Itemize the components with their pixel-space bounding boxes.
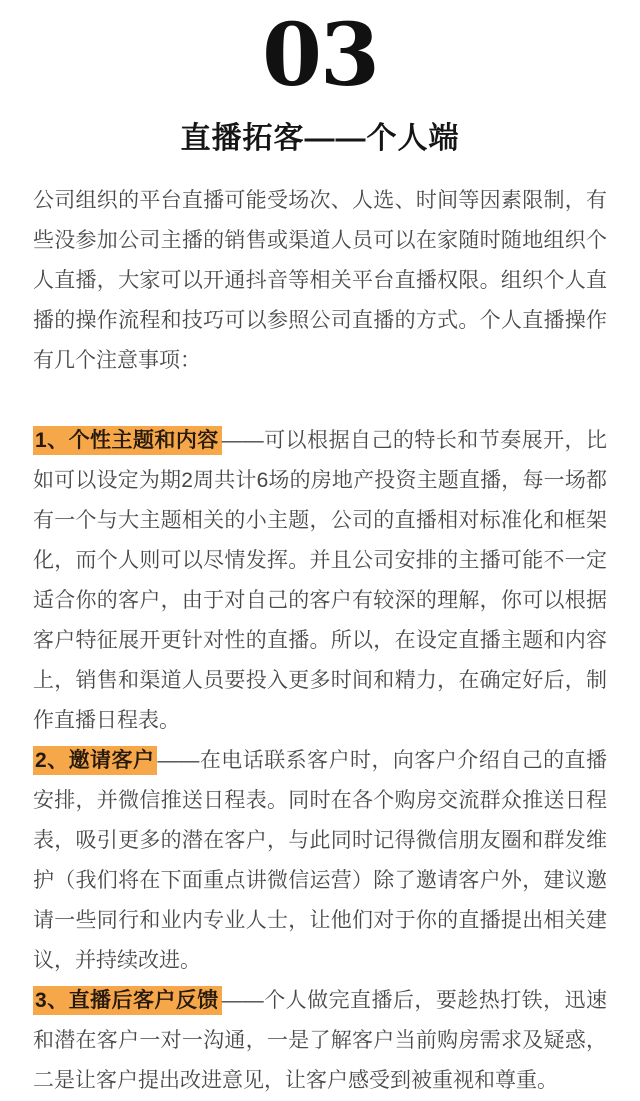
list-item bbox=[33, 981, 607, 1101]
list-item bbox=[33, 421, 607, 741]
item-label-highlight: 3、直播后客户反馈 bbox=[33, 986, 222, 1015]
item-label-highlight: 1、个性主题和内容 bbox=[33, 426, 222, 455]
list-item bbox=[33, 741, 607, 981]
page-title: 直播拓客——个人端 bbox=[180, 122, 460, 156]
item-text: ——个人做完直播后，要趁热打铁，迅速和潜在客户一对一沟通，一是了解客户当前购房需求及疑惑，二是让客户提出改进意见，让客户感受到被重视和尊重。 bbox=[33, 989, 608, 1093]
section-number: 03 bbox=[262, 5, 378, 106]
intro-paragraph: 公司组织的平台直播可能受场次、人选、时间等因素限制，有些没参加公司主播的销售或渠道人员可以在家随时随地组织个人直播，大家可以开通抖音等相关平台直播权限。组织个人直播的操作流程和技巧可以参照公司直播的方式。个人直播操作有几个注意事项： bbox=[33, 189, 607, 373]
item-text: ——可以根据自己的特长和节奏展开，比如可以设定为期2周共计6场的房地产投资主题直播，每一场都有一个与大主题相关的小主题，公司的直播相对标准化和框架化，而个人则可以尽情发挥。并且公司安排的主播可能不一定适合你的客户，由于对自己的客户有较深的理解，你可以根据客户特征展开更针对性的直播。所以，在设定直播主题和内容上，销售和渠道人员要投入更多时间和精力，在确定好后，制作直播日程表。 bbox=[33, 429, 608, 733]
item-label-highlight: 2、邀请客户 bbox=[33, 746, 157, 775]
content-body bbox=[33, 181, 607, 1101]
item-text: ——在电话联系客户时，向客户介绍自己的直播安排，并微信推送日程表。同时在各个购房交流群众推送日程表，吸引更多的潜在客户，与此同时记得微信朋友圈和群发维护（我们将在下面重点讲微信运营）除了邀请客户外，建议邀请一些同行和业内专业人士，让他们对于你的直播提出相关建议，并持续改进。 bbox=[33, 749, 608, 973]
